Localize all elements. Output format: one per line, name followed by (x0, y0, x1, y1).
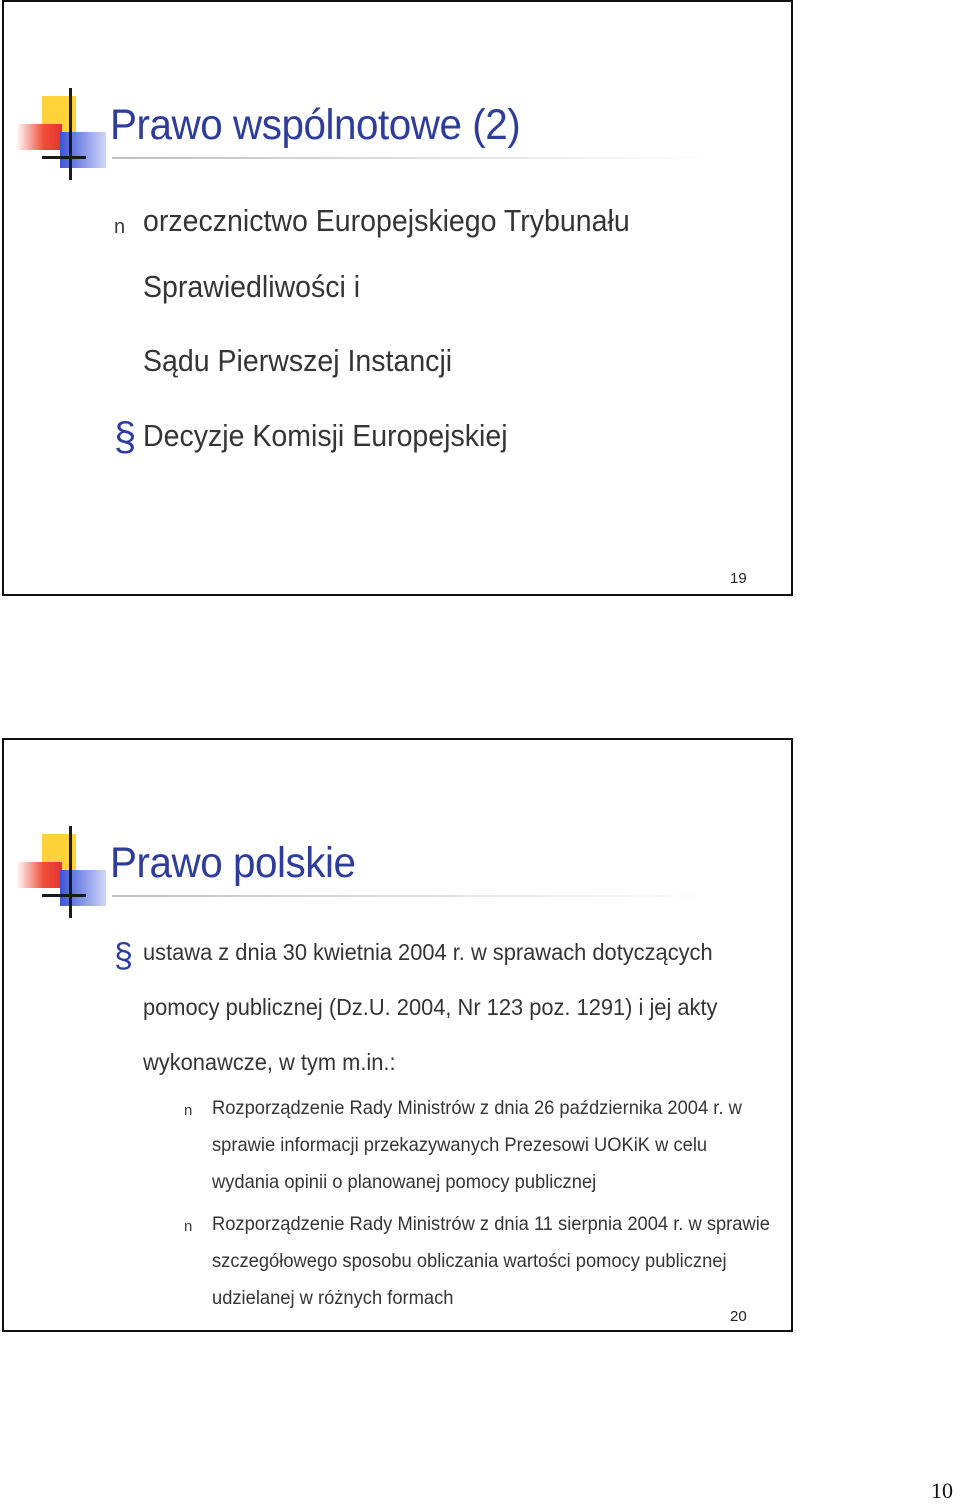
sub-bullet-text-line: Rozporządzenie Rady Ministrów z dnia 26 października 2004 r. w (212, 1097, 742, 1119)
vertical-line (69, 826, 72, 918)
section-bullet-icon: § (114, 415, 137, 459)
sub-bullet-text-line: Rozporządzenie Rady Ministrów z dnia 11 sierpnia 2004 r. w sprawie (212, 1213, 770, 1235)
sub-bullet-text-line: szczegółowego sposobu obliczania wartości pomocy publicznej (212, 1250, 727, 1272)
slide-title: Prawo wspólnotowe (2) (110, 101, 521, 149)
page-number: 10 (931, 1478, 953, 1503)
horizontal-line (42, 894, 86, 897)
title-underline (112, 157, 712, 159)
slide-decoration (12, 826, 122, 918)
section-bullet-icon: § (114, 937, 133, 975)
round-bullet-icon: n (184, 1218, 193, 1235)
vertical-line (69, 88, 72, 180)
bullet-text-line: Sprawiedliwości i (143, 269, 361, 304)
slide-number: 19 (730, 570, 747, 587)
blue-square (60, 132, 106, 168)
round-bullet-icon: n (114, 216, 126, 238)
sub-bullet-text-line: wydania opinii o planowanej pomocy publicznej (212, 1171, 597, 1193)
red-square (16, 124, 62, 150)
blue-square (60, 870, 106, 906)
slide-20 (2, 738, 793, 1332)
title-underline (112, 895, 712, 897)
red-square (16, 862, 62, 888)
slide-19 (2, 0, 793, 596)
slide-decoration (12, 88, 122, 180)
bullet-text-line: Decyzje Komisji Europejskiej (143, 418, 508, 453)
slide-title: Prawo polskie (110, 839, 356, 887)
bullet-text-line: ustawa z dnia 30 kwietnia 2004 r. w sprawach dotyczących (143, 939, 713, 965)
sub-bullet-text-line: udzielanej w różnych formach (212, 1287, 454, 1309)
bullet-text-line: Sądu Pierwszej Instancji (143, 343, 453, 378)
horizontal-line (42, 156, 86, 159)
round-bullet-icon: n (184, 1102, 193, 1119)
bullet-text-line: orzecznictwo Europejskiego Trybunału (143, 203, 630, 238)
bullet-text-line: wykonawcze, w tym m.in.: (143, 1049, 396, 1075)
sub-bullet-text-line: sprawie informacji przekazywanych Prezesowi UOKiK w celu (212, 1134, 708, 1156)
bullet-text-line: pomocy publicznej (Dz.U. 2004, Nr 123 poz. 1291) i jej akty (143, 994, 718, 1020)
slide-number: 20 (730, 1308, 747, 1325)
